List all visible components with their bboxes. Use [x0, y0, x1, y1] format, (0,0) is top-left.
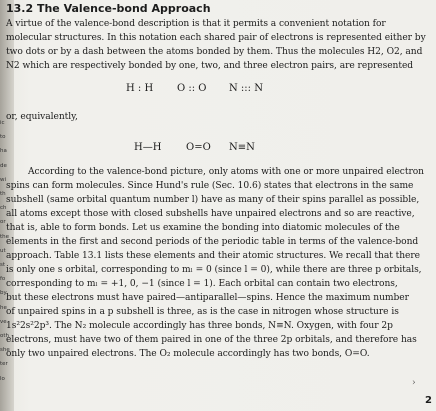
para2-line: of unpaired spins in a p subshell is three, as is the case in nitrogen whose structure is — [6, 307, 399, 317]
para1-line: two dots or by a dash between the atoms bonded by them. Thus the molecules H2, O2, and — [6, 47, 423, 57]
para2-line: subshell (same orbital quantum number l) have as many of their spins parallel as possible, — [6, 195, 420, 205]
para2-line: is only one s orbital, corresponding to mₗ = 0 (since l = 0), while there are three p orbitals, — [6, 265, 422, 275]
margin-fragment: ch — [0, 205, 7, 212]
para2-line: corresponding to mₗ = +1, 0, −1 (since l = 1). Each orbital can contain two electrons, — [6, 279, 398, 289]
para1-line: A virtue of the valence-bond description is that it permits a convenient notation for — [6, 19, 386, 29]
para2-line: 1s²2s²2p³. The N₂ molecule accordingly has three bonds, N≡N. Oxygen, with four 2p — [6, 321, 393, 331]
margin-fragment: by — [0, 290, 7, 297]
para2-line: only two unpaired electrons. The O₂ molecule accordingly has two bonds, O=O. — [6, 349, 370, 359]
margin-fragment: ve — [0, 318, 7, 325]
margin-fragment: de — [0, 162, 7, 169]
para2-line: all atoms except those with closed subshells have unpaired electrons and so are reactive, — [6, 209, 415, 219]
margin-fragment: ha — [0, 148, 7, 155]
para2-line: electrons, must have two of them paired in one of the three 2p orbitals, and therefore has — [6, 335, 417, 345]
margin-fragment: he — [0, 304, 7, 311]
dot-formula-o2: O :: O — [177, 83, 207, 94]
para1-line: N2 which are respectively bonded by one, two, and three electron pairs, are represented — [6, 61, 414, 71]
margin-fragment: or — [0, 219, 6, 226]
margin-fragment: fo — [0, 276, 6, 283]
dot-formula-h2: H : H — [126, 83, 154, 94]
para2-line: but these electrons must have paired—antiparallel—spins. Hence the maximum number — [6, 293, 409, 303]
margin-fragment: st — [0, 262, 6, 268]
margin-mark: › — [412, 378, 416, 388]
margin-fragment: to — [0, 134, 6, 141]
para2-line: approach. Table 13.1 lists these elements and their atomic structures. We recall that there — [6, 251, 421, 261]
margin-fragment: th — [0, 191, 6, 197]
margin-fragment: ic — [0, 120, 5, 126]
connector-text: or, equivalently, — [6, 112, 78, 122]
dash-formula-o2: O=O — [186, 142, 211, 153]
para1-line: molecular structures. In this notation each shared pair of electrons is represented either by — [6, 33, 426, 43]
dash-formula-h2: H—H — [134, 142, 162, 153]
dot-formula-n2: N ::: N — [229, 83, 263, 94]
section-heading: 13.2 The Valence-bond Approach — [6, 2, 211, 15]
margin-fragment: wi — [0, 176, 7, 183]
margin-fragment: she — [0, 347, 10, 354]
margin-fragment: the — [0, 233, 10, 240]
margin-fragment: ut — [0, 247, 6, 254]
margin-fragment: oth — [0, 333, 10, 339]
para2-line: spins can form molecules. Since Hund's rule (Sec. 10.6) states that electrons in the same — [6, 181, 414, 191]
margin-fragment: lo — [0, 375, 5, 382]
margin-fragment: ter — [0, 361, 8, 368]
page-number: 2 — [425, 395, 432, 406]
dash-formula-n2: N≡N — [229, 142, 255, 153]
para2-line: elements in the first and second periods of the periodic table in terms of the valence-bond — [6, 237, 419, 247]
para2-line: According to the valence-bond picture, only atoms with one or more unpaired electron — [28, 167, 424, 177]
para2-line: that is, able to form bonds. Let us examine the bonding into diatomic molecules of the — [6, 223, 400, 233]
